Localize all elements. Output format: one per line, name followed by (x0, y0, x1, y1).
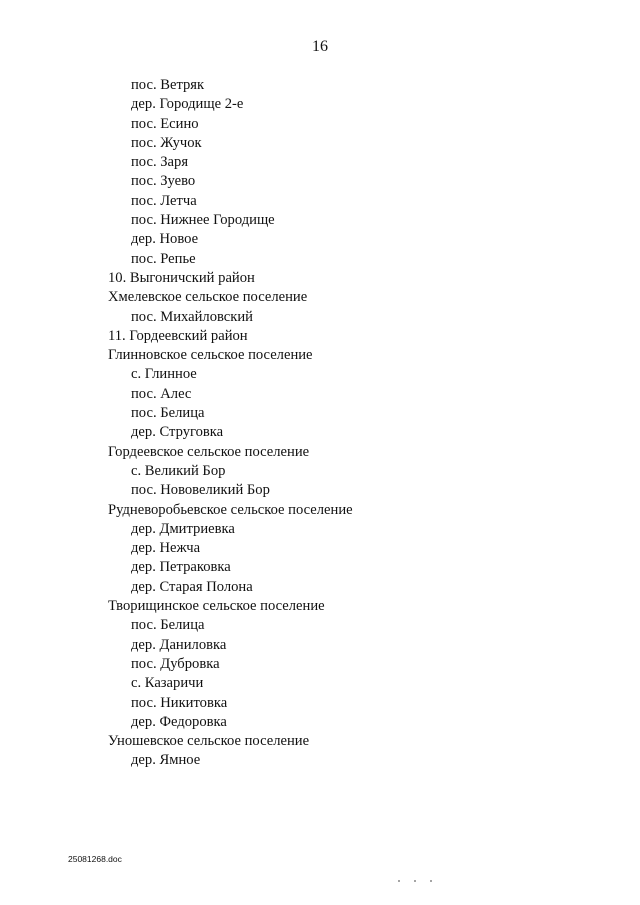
scan-marks (398, 880, 434, 884)
settlement-entry: пос. Жучок (131, 134, 202, 151)
settlement-entry: пос. Летча (131, 192, 197, 209)
settlement-entry: дер. Петраковка (131, 559, 231, 576)
section-heading: Хмелевское сельское поселение (108, 289, 308, 306)
settlement-entry: пос. Есино (131, 115, 199, 132)
section-heading: Гордеевское сельское поселение (108, 443, 310, 460)
settlement-entry: пос. Белица (131, 405, 205, 422)
settlement-entry: дер. Струговка (131, 424, 224, 441)
page-number: 16 (312, 38, 328, 55)
section-heading: 10. Выгоничский район (108, 269, 255, 286)
settlement-entry: пос. Белица (131, 617, 205, 634)
settlement-entry: дер. Даниловка (131, 636, 227, 653)
settlement-entry: дер. Федоровка (131, 713, 227, 730)
section-heading: Рудневоробьевское сельское поселение (108, 501, 353, 518)
settlement-entry: дер. Ямное (131, 752, 201, 769)
section-heading: Уношевское сельское поселение (108, 733, 310, 750)
settlement-entry: пос. Михайловский (131, 308, 253, 325)
footer-filename: 25081268.doc (68, 854, 122, 864)
section-heading: Глинновское сельское поселение (108, 347, 313, 364)
settlement-entry: с. Глинное (131, 366, 197, 383)
settlement-entry: дер. Старая Полона (131, 578, 253, 595)
settlement-entry: с. Казаричи (131, 675, 204, 692)
section-heading: Творищинское сельское поселение (108, 598, 325, 615)
settlement-entry: пос. Алес (131, 385, 192, 402)
settlement-entry: дер. Новое (131, 231, 199, 248)
section-heading: 11. Гордеевский район (108, 327, 248, 344)
settlement-entry: пос. Репье (131, 250, 196, 267)
settlement-entry: пос. Нововеликий Бор (131, 482, 270, 499)
settlement-entry: пос. Дубровка (131, 655, 220, 672)
settlement-entry: пос. Никитовка (131, 694, 228, 711)
settlement-entry: дер. Городище 2-е (131, 96, 244, 113)
settlement-entry: с. Великий Бор (131, 462, 226, 479)
settlement-entry: пос. Нижнее Городище (131, 212, 275, 229)
settlement-entry: дер. Дмитриевка (131, 520, 235, 537)
settlement-list (108, 76, 353, 771)
settlement-entry: пос. Ветряк (131, 77, 205, 93)
settlement-entry: дер. Нежча (131, 540, 201, 557)
settlement-entry: пос. Заря (131, 154, 189, 171)
settlement-entry: пос. Зуево (131, 173, 196, 190)
